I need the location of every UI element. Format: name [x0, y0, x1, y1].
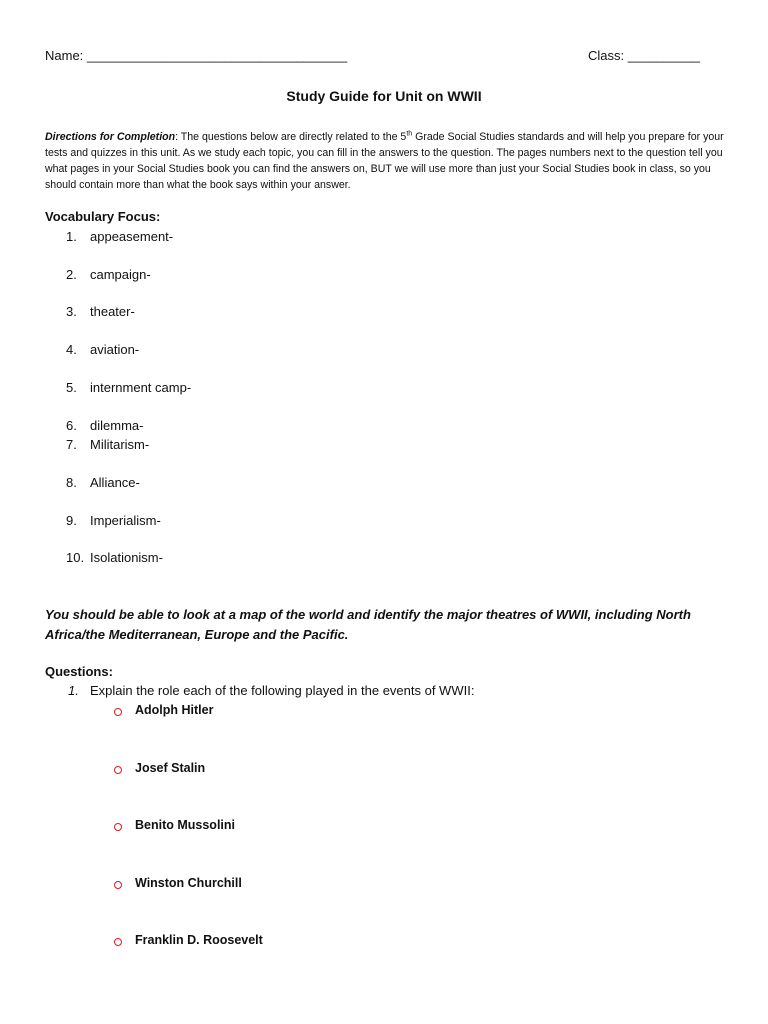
person-item — [0, 876, 400, 894]
person-item — [0, 933, 400, 951]
vocab-term: dilemma- — [90, 418, 144, 433]
directions-label: Directions for Completion — [45, 131, 176, 143]
vocab-number: 4. — [66, 342, 77, 357]
vocab-term: Militarism- — [90, 437, 150, 452]
person-name: Josef Stalin — [135, 761, 206, 775]
vocab-term: theater- — [90, 304, 135, 319]
vocab-term: appeasement- — [90, 229, 174, 244]
question-number: 1. — [68, 683, 79, 698]
circle-bullet-icon — [114, 938, 122, 946]
person-name: Benito Mussolini — [135, 818, 235, 832]
vocab-number: 7. — [66, 437, 77, 452]
question-text: Explain the role each of the following played in the events of WWII: — [90, 683, 475, 698]
vocabulary-heading: Vocabulary Focus: — [45, 209, 161, 224]
vocab-number: 5. — [66, 380, 77, 395]
directions-paragraph — [45, 129, 735, 193]
vocab-term: campaign- — [90, 267, 151, 282]
person-name: Franklin D. Roosevelt — [135, 933, 263, 947]
name-field-label: Name: ____________________________________ — [45, 48, 348, 63]
person-item — [0, 703, 400, 721]
directions-superscript: th — [406, 130, 413, 138]
class-field-label: Class: __________ — [588, 48, 701, 63]
vocab-number: 2. — [66, 267, 77, 282]
vocab-number: 6. — [66, 418, 77, 433]
circle-bullet-icon — [114, 708, 122, 716]
theatres-note: You should be able to look at a map of the world and identify the major theatres of WWII, including North Africa/the Mediterranean, Europe and the Pacific. — [45, 607, 691, 642]
vocab-term: Isolationism- — [90, 550, 163, 565]
page-title: Study Guide for Unit on WWII — [286, 88, 482, 104]
circle-bullet-icon — [114, 766, 122, 774]
vocab-term: internment camp- — [90, 380, 192, 395]
vocab-number: 9. — [66, 513, 77, 528]
vocab-number: 1. — [66, 229, 77, 244]
person-name: Winston Churchill — [135, 876, 242, 890]
person-item — [0, 818, 400, 836]
vocab-term: Alliance- — [90, 475, 140, 490]
vocab-number: 8. — [66, 475, 77, 490]
vocab-number: 3. — [66, 304, 77, 319]
person-item — [0, 761, 400, 779]
vocab-number: 10. — [66, 550, 85, 565]
directions-text-start: : The questions below are directly related to the 5 — [175, 131, 407, 143]
circle-bullet-icon — [114, 823, 122, 831]
vocab-term: aviation- — [90, 342, 140, 357]
person-name: Adolph Hitler — [135, 703, 214, 717]
questions-heading: Questions: — [45, 664, 113, 679]
circle-bullet-icon — [114, 881, 122, 889]
directions-text-rest: Grade Social Studies standards and will help you prepare for your tests and quizzes in this unit. As we study each topic, you can fill in the answers to the question. The pages numbers next to the question tell you what pages in your Social Studies book you can find the answers on, BUT we will use more than just your Social Studies book in class, so you should contain more than what the book says within your answer. — [45, 131, 724, 191]
vocab-term: Imperialism- — [90, 513, 161, 528]
